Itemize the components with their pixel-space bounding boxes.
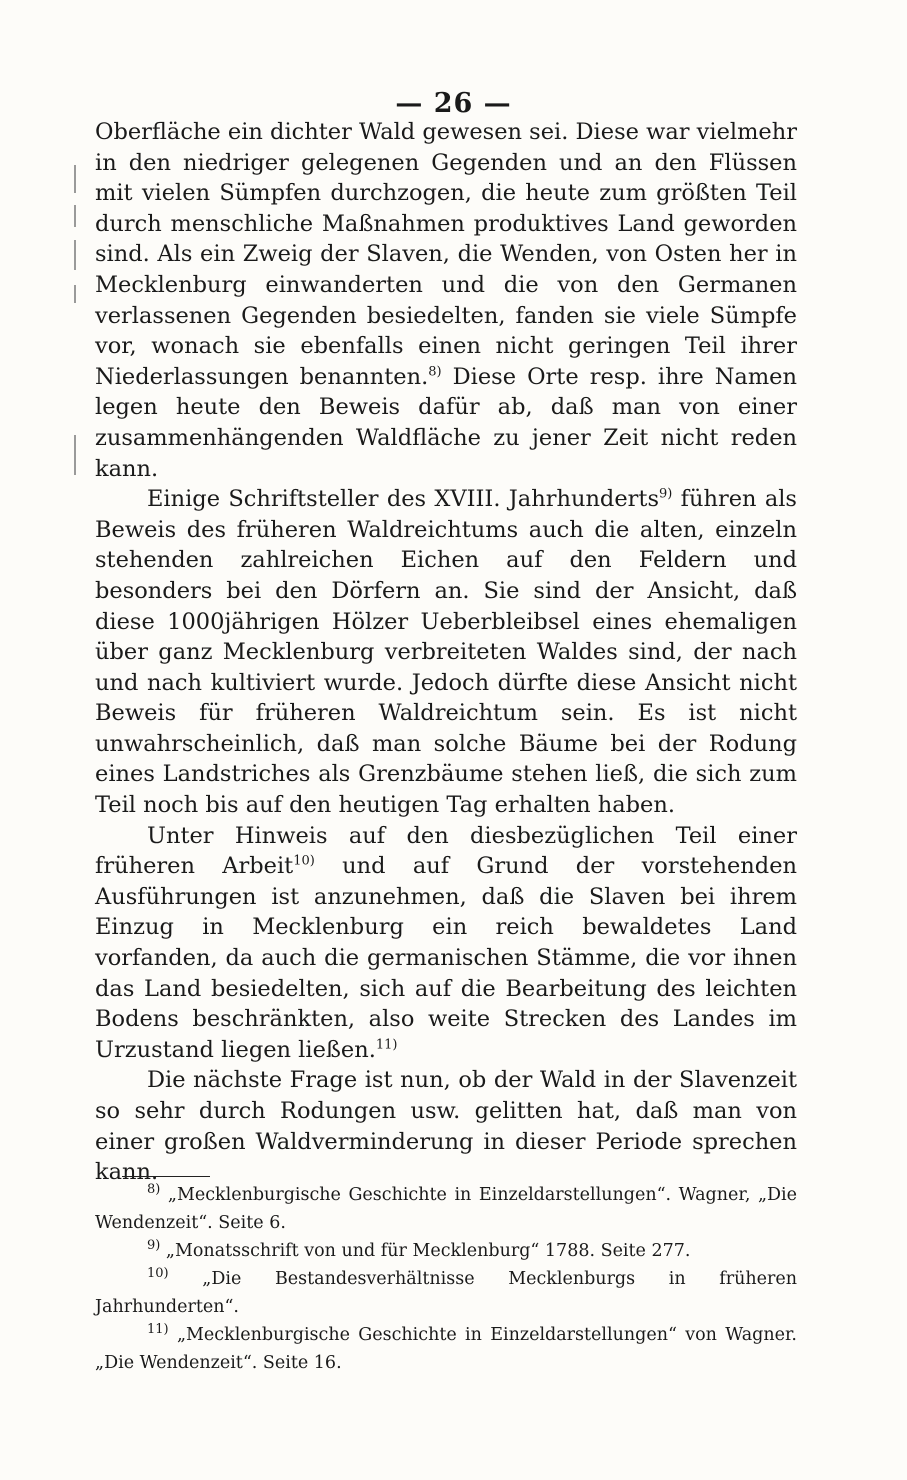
margin-marks: [74, 165, 77, 485]
paragraph: [95, 821, 797, 1066]
footnote-text: „Mecklenburgische Geschichte in Einzeldarstellungen“. Wagner, „Die Wendenzeit“. Seite 6.: [95, 1185, 797, 1233]
body-text: [95, 117, 797, 1188]
paragraph: [95, 1065, 797, 1187]
footnote-reference: 10): [293, 853, 315, 869]
paragraph: [95, 484, 797, 821]
footnote: [95, 1321, 797, 1377]
paragraph: [95, 117, 797, 484]
paragraph-text: führen als Beweis des früheren Waldreichtums auch die alten, einzeln stehenden zahlreichen Eichen auf den Feldern und besonders bei den Dörfern an. Sie sind der Ansicht, daß diese 1000jährigen Hölzer Ueberbleibsel eines ehemaligen über ganz Mecklenburg verbreiteten Waldes sind, der nach und nach kultiviert wurde. Jedoch dürfte diese Ansicht nicht Beweis für früheren Waldreichtum sein. Es ist nicht unwahrscheinlich, daß man solche Bäume bei der Rodung eines Landstriches als Grenzbäume stehen ließ, die sich zum Teil noch bis auf den heutigen Tag erhalten haben.: [95, 486, 797, 819]
footnote-reference: 8): [428, 364, 442, 380]
paragraph-text: und auf Grund der vorstehenden Ausführungen ist anzunehmen, daß die Slaven bei ihrem Einzug in Mecklenburg ein reich bewaldetes Land vorfanden, da auch die germanischen Stämme, die vor ihnen das Land besiedelten, sich auf die Bearbeitung des leichten Bodens beschränkten, also weite Strecken des Landes im Urzustand liegen ließen.: [95, 853, 798, 1063]
footnote: [95, 1265, 797, 1321]
footnote: [95, 1181, 797, 1237]
footnote-mark: 10): [147, 1266, 169, 1282]
footnote: [95, 1237, 797, 1265]
footnote-divider: [122, 1176, 210, 1177]
paragraph-text: Die nächste Frage ist nun, ob der Wald in der Slavenzeit so sehr durch Rodungen usw. gelitten hat, daß man von einer großen Waldverminderung in dieser Periode sprechen kann.: [95, 1067, 797, 1186]
footnote-reference: 9): [659, 486, 673, 502]
footnote-reference: 11): [375, 1037, 398, 1053]
paragraph-text: Einige Schriftsteller des XVIII. Jahrhunderts: [147, 486, 659, 513]
footnote-mark: 11): [147, 1322, 169, 1338]
footnote-mark: 9): [147, 1238, 161, 1254]
footnote-text: „Monatsschrift von und für Mecklenburg“ 1788. Seite 277.: [160, 1241, 691, 1261]
footnote-text: „Die Bestandesverhältnisse Mecklenburgs in früheren Jahrhunderten“.: [95, 1269, 797, 1317]
paragraph-text: Unter Hinweis auf den diesbezüglichen Teil einer früheren Arbeit: [95, 822, 797, 880]
paragraph-text: Oberfläche ein dichter Wald gewesen sei. Diese war vielmehr in den niedriger gelegenen Gegenden und an den Flüssen mit vielen Sümpfen durchzogen, die heute zum größten Teil durch menschliche Maßnahmen produktives Land geworden sind. Als ein Zweig der Slaven, die Wenden, von Osten her in Mecklenburg einwanderten und die von den Germanen verlassenen Gegenden besiedelten, fanden sie viele Sümpfe vor, wonach sie ebenfalls einen nicht geringen Teil ihrer Niederlassungen benannten.: [95, 119, 797, 390]
page-number: — 26 —: [395, 88, 512, 119]
footnote-mark: 8): [147, 1182, 161, 1198]
footnotes: [95, 1181, 797, 1377]
paragraph-text: Diese Orte resp. ihre Namen legen heute den Beweis dafür ab, daß man von einer zusammenhängenden Waldfläche zu jener Zeit nicht reden kann.: [95, 363, 797, 482]
footnote-text: „Mecklenburgische Geschichte in Einzeldarstellungen“ von Wagner. „Die Wendenzeit“. Seite 16.: [95, 1325, 797, 1373]
